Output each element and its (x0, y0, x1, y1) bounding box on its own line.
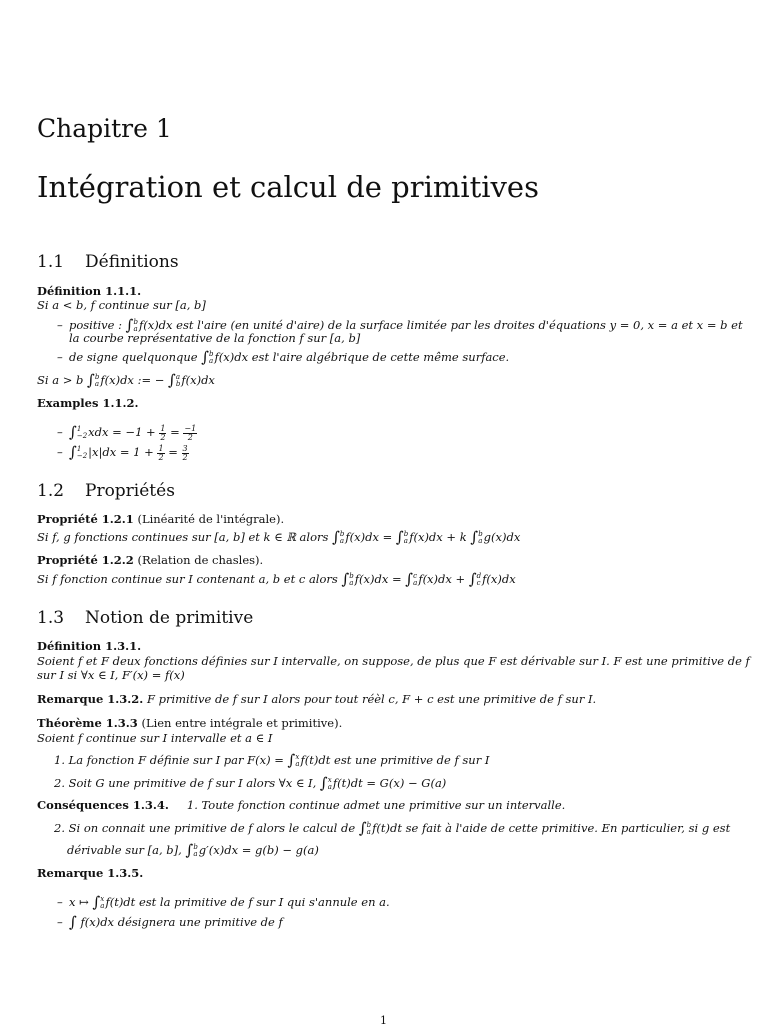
remark-item-1: – x ↦ ∫ x a f(t)dt est la primitive de f sur I qui s'annule en a. (57, 893, 390, 911)
consequence-item-2-continuation: dérivable sur [a, b], ∫ b a g′(x)dx = g(b) − g(a) (67, 841, 319, 859)
definition-1-3-1-heading: Définition 1.3.1. (37, 639, 142, 653)
definition-1-1-1-text: Si a < b, f continue sur [a, b] (37, 298, 206, 312)
definition-1-1-1-heading: Définition 1.1.1. (37, 284, 142, 298)
theorem-1-3-3-heading: Théorème 1.3.3 (Lien entre intégrale et primitive). (37, 716, 343, 730)
example-2: – ∫ 1 −2 |x|dx = 1 + $\frac{1}{2}$ = $\frac{3}{2}$ (57, 443, 188, 462)
definition-1-3-1-line2: sur I si ∀x ∈ I, F′(x) = f(x) (37, 668, 185, 682)
consequence-item-2: 2. Si on connait une primitive de f alors le calcul de ∫ b a f(t)dt se fait à l'aide de cette primitive. En particulier, si g est (54, 819, 731, 837)
property-1-2-1-heading: Propriété 1.2.1 (Linéarité de l'intégrale). (37, 512, 285, 526)
positive-item-continuation: la courbe représentative de la fonction f sur [a, b] (69, 331, 361, 345)
theorem-1-3-3-hypothesis: Soient f continue sur I intervalle et a ∈ I (37, 731, 273, 745)
example-1: – ∫ 1 −2 xdx = −1 + $\frac{1}{2}$ = $\frac{-1}{2}$ (57, 423, 197, 442)
remark-1-3-5-heading: Remarque 1.3.5. (37, 866, 144, 880)
property-1-2-2-text: Si f fonction continue sur I contenant a, b et c alors ∫ b a f(x)dx = ∫ c a f(x)dx + ∫ d c f(x)dx (37, 570, 516, 588)
remark-1-3-2: Remarque 1.3.2. F primitive de f sur I alors pour tout réèl c, F + c est une primitive de f sur I. (37, 692, 597, 706)
consequences-heading: Conséquences 1.3.4. 1. Toute fonction continue admet une primitive sur un intervalle. (37, 798, 566, 812)
definition-1-3-1-line1: Soient f et F deux fonctions définies sur I intervalle, on suppose, de plus que F est dérivable sur I. F est une primitive de f (37, 654, 750, 668)
chapter-title: Intégration et calcul de primitives (37, 170, 539, 204)
signed-item: – de signe quelquonque ∫ b a f(x)dx est l'aire algébrique de cette même surface. (57, 348, 510, 366)
section-heading-1-1: 1.1 Définitions (37, 252, 179, 272)
remark-item-2: – ∫ f(x)dx désignera une primitive de f (57, 913, 283, 931)
section-heading-1-2: 1.2 Propriétés (37, 481, 175, 501)
page-number: 1 (380, 1014, 387, 1027)
property-1-2-1-text: Si f, g fonctions continues sur [a, b] et k ∈ ℝ alors ∫ b a f(x)dx = ∫ b a f(x)dx + k ∫ b a g(x)dx (37, 528, 521, 546)
reversed-bounds-rule: Si a > b ∫ b a f(x)dx := − ∫ a b f(x)dx (37, 371, 215, 389)
theorem-item-1: 1. La fonction F définie sur I par F(x) = ∫ x a f(t)dt est une primitive de f sur I (54, 751, 490, 769)
chapter-label: Chapitre 1 (37, 114, 172, 143)
examples-heading: Examples 1.1.2. (37, 396, 139, 410)
section-heading-1-3: 1.3 Notion de primitive (37, 608, 254, 628)
positive-item: – positive : ∫ b a f(x)dx est l'aire (en unité d'aire) de la surface limitée par les droites d'équations y = 0, x = a et x = b et (57, 316, 743, 334)
theorem-item-2: 2. Soit G une primitive de f sur I alors ∀x ∈ I, ∫ x a f(t)dt = G(x) − G(a) (54, 774, 447, 792)
property-1-2-2-heading: Propriété 1.2.2 (Relation de chasles). (37, 553, 264, 567)
